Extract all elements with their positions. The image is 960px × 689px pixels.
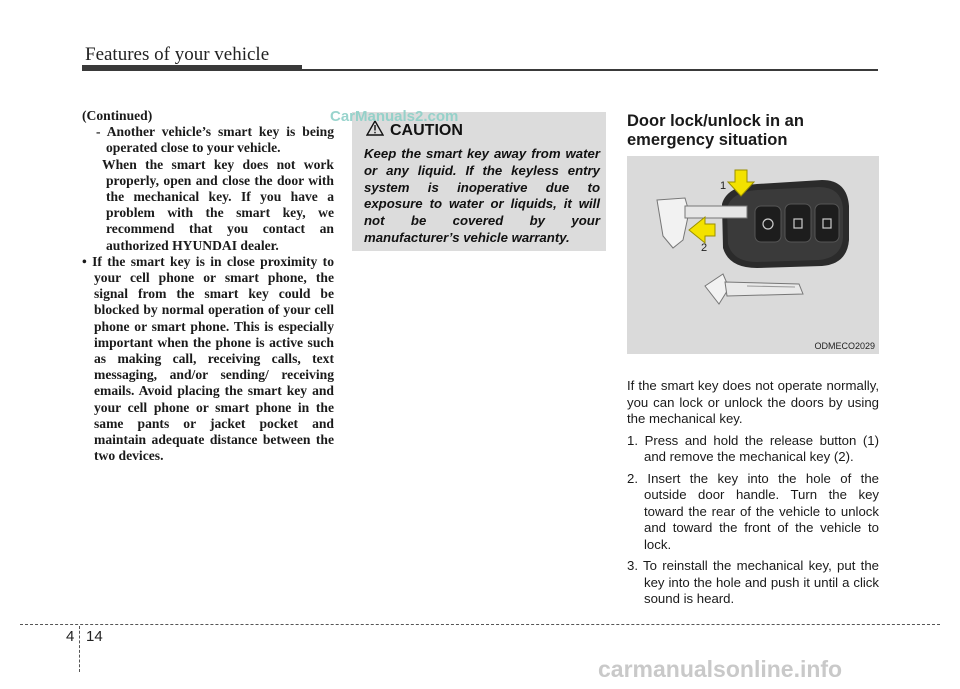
dash-item: - Another vehicle’s smart key is being operated close to your vehicle. [96,124,334,156]
bullet-item: • If the smart key is in close proximity to your cell phone or smart phone, the signal from the smart key could be blocked by normal operation of your cell phone or smart phone. This is especially important when the phone is active such as making call, receiving calls, text messaging, and/or sending/ receiving emails. Avoid placing the smart key and your cell phone or smart phone in the same pants or jacket pocket and maintain adequate distance between the two devices. [82,253,334,464]
right-body-text [627,378,879,613]
section-title: Door lock/unlock in an emergency situation [627,112,804,149]
watermark: CarManuals2.com [330,108,459,125]
continued-label: (Continued) [82,108,153,123]
step-2: 2. Insert the key into the hole of the outside door handle. Turn the key toward the rear of the vehicle to unlock and toward the front of the vehicle to lock. [627,470,879,552]
caution-title: CAUTION [390,121,463,139]
figure-label-2: 2 [701,242,708,254]
footer-rule [20,624,940,625]
page-header-title: Features of your vehicle [85,44,270,65]
footer-divider [79,626,80,672]
header-rule-thin [302,69,878,71]
step-1: 1. Press and hold the release button (1) and remove the mechanical key (2). [627,432,879,464]
site-watermark: carmanualsonline.info [598,656,843,682]
figure-label-1: 1 [720,180,727,192]
smart-key-figure [627,156,879,354]
step-3: 3. To reinstall the mechanical key, put the key into the hole and push it until a click sound is heard. [627,558,879,606]
dash-followup: When the smart key does not work properly, open and close the door with the mechanical key. If you have a problem with the smart key, we recommend that you contact an authorized HYUNDAI dealer. [102,156,334,253]
page-number: 14 [86,628,103,645]
chapter-number: 4 [66,628,75,645]
caution-text: Keep the smart key away from water or any liquid. If the keyless entry system is inoperative due to exposure to water or liquids, it will not be covered by your manufacturer’s vehicle warranty. [364,146,600,245]
smart-key-illustration [627,156,879,354]
caution-box [352,112,606,251]
intro-paragraph: If the smart key does not operate normally, you can lock or unlock the doors by using the mechanical key. [627,378,879,426]
left-column [82,108,334,464]
right-column-header [627,112,879,150]
header-rule-thick [82,65,302,71]
figure-caption: ODMECO2029 [814,341,875,351]
